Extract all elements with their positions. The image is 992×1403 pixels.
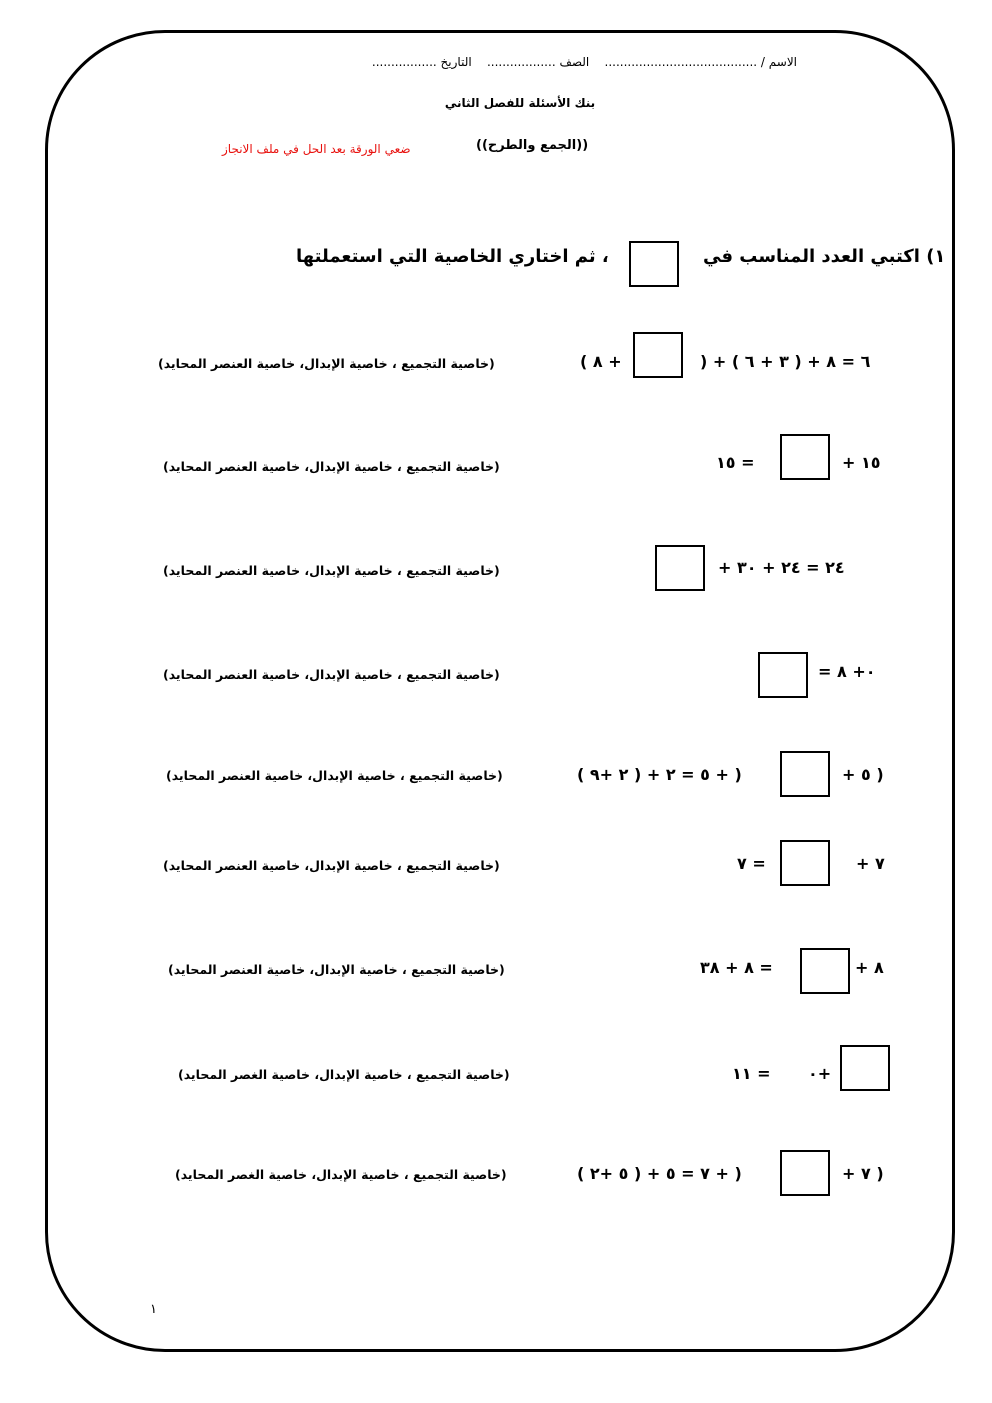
item-8-left: ١١ = [732, 1064, 771, 1083]
item-4-answer-box[interactable] [758, 652, 808, 698]
item-8-answer-box[interactable] [840, 1045, 890, 1091]
item-2-options[interactable]: (خاصية التجميع ، خاصية الإبدال، خاصية العنصر المحايد) [163, 459, 500, 474]
item-9-right: + ٧ ) [842, 1164, 884, 1183]
item-5-right: + ٥ ) [842, 765, 884, 784]
item-7-left: ٨ + ٣٨ = [700, 958, 773, 977]
item-6-right: + ٧ [856, 854, 885, 873]
item-4-right: = ٠+ ٨ [818, 662, 876, 681]
item-6-answer-box[interactable] [780, 840, 830, 886]
item-8-right: ٠+ [808, 1064, 832, 1083]
date-field-label[interactable]: التاريخ ................. [371, 55, 472, 69]
item-2-answer-box[interactable] [780, 434, 830, 480]
item-1-options[interactable]: (خاصية التجميع ، خاصية الإبدال، خاصية العنصر المحايد) [158, 356, 495, 371]
example-answer-box [629, 241, 679, 287]
item-6-options[interactable]: (خاصية التجميع ، خاصية الإبدال، خاصية العنصر المحايد) [163, 858, 500, 873]
item-9-options[interactable]: (خاصية التجميع ، خاصية الإبدال، خاصية الغصر المحايد) [175, 1167, 507, 1182]
instruction-note: ضعي الورقة بعد الحل في ملف الانجاز [222, 142, 411, 156]
item-4-options[interactable]: (خاصية التجميع ، خاصية الإبدال، خاصية العنصر المحايد) [163, 667, 500, 682]
question-part2: ، ثم اختاري الخاصية التي استعملتها [296, 246, 609, 267]
item-5-left: ( ٢ +٩ ) + ٥ = ٢ + ) [577, 765, 742, 784]
header-fields [372, 55, 797, 69]
item-2-right: + ١٥ [842, 453, 881, 472]
item-7-options[interactable]: (خاصية التجميع ، خاصية الإبدال، خاصية العنصر المحايد) [168, 962, 505, 977]
item-1-right: ) + ٦ = ٨ + ( ٣ + ٦ ) [700, 352, 871, 371]
class-field-label[interactable]: الصف .................. [486, 55, 590, 69]
item-8-options[interactable]: (خاصية التجميع ، خاصية الإبدال، خاصية الغصر المحايد) [178, 1067, 510, 1082]
name-field-label[interactable]: الاسم / ........................................ [604, 55, 797, 69]
item-7-answer-box[interactable] [800, 948, 850, 994]
item-1-left: ( ٨ + [580, 352, 622, 371]
item-9-answer-box[interactable] [780, 1150, 830, 1196]
page-title: بنك الأسئلة للفصل الثاني [444, 96, 596, 110]
item-6-left: ٧ = [737, 854, 766, 873]
item-5-options[interactable]: (خاصية التجميع ، خاصية الإبدال، خاصية العنصر المحايد) [166, 768, 503, 783]
question-part1: ١) اكتبي العدد المناسب في [703, 246, 946, 267]
item-7-right: + ٨ [855, 958, 884, 977]
page-number: ١ [150, 1302, 157, 1317]
item-5-answer-box[interactable] [780, 751, 830, 797]
page-subtitle: ((الجمع والطرح)) [476, 138, 589, 153]
item-2-left: ١٥ = [716, 453, 755, 472]
item-3-options[interactable]: (خاصية التجميع ، خاصية الإبدال، خاصية العنصر المحايد) [163, 563, 500, 578]
item-1-answer-box[interactable] [633, 332, 683, 378]
item-3-answer-box[interactable] [655, 545, 705, 591]
item-9-left: ( ٥ +٢ ) + ٧ = ٥ + ) [577, 1164, 742, 1183]
item-3-right: + ٢٤ = ٢٤ + ٣٠ [718, 558, 845, 577]
